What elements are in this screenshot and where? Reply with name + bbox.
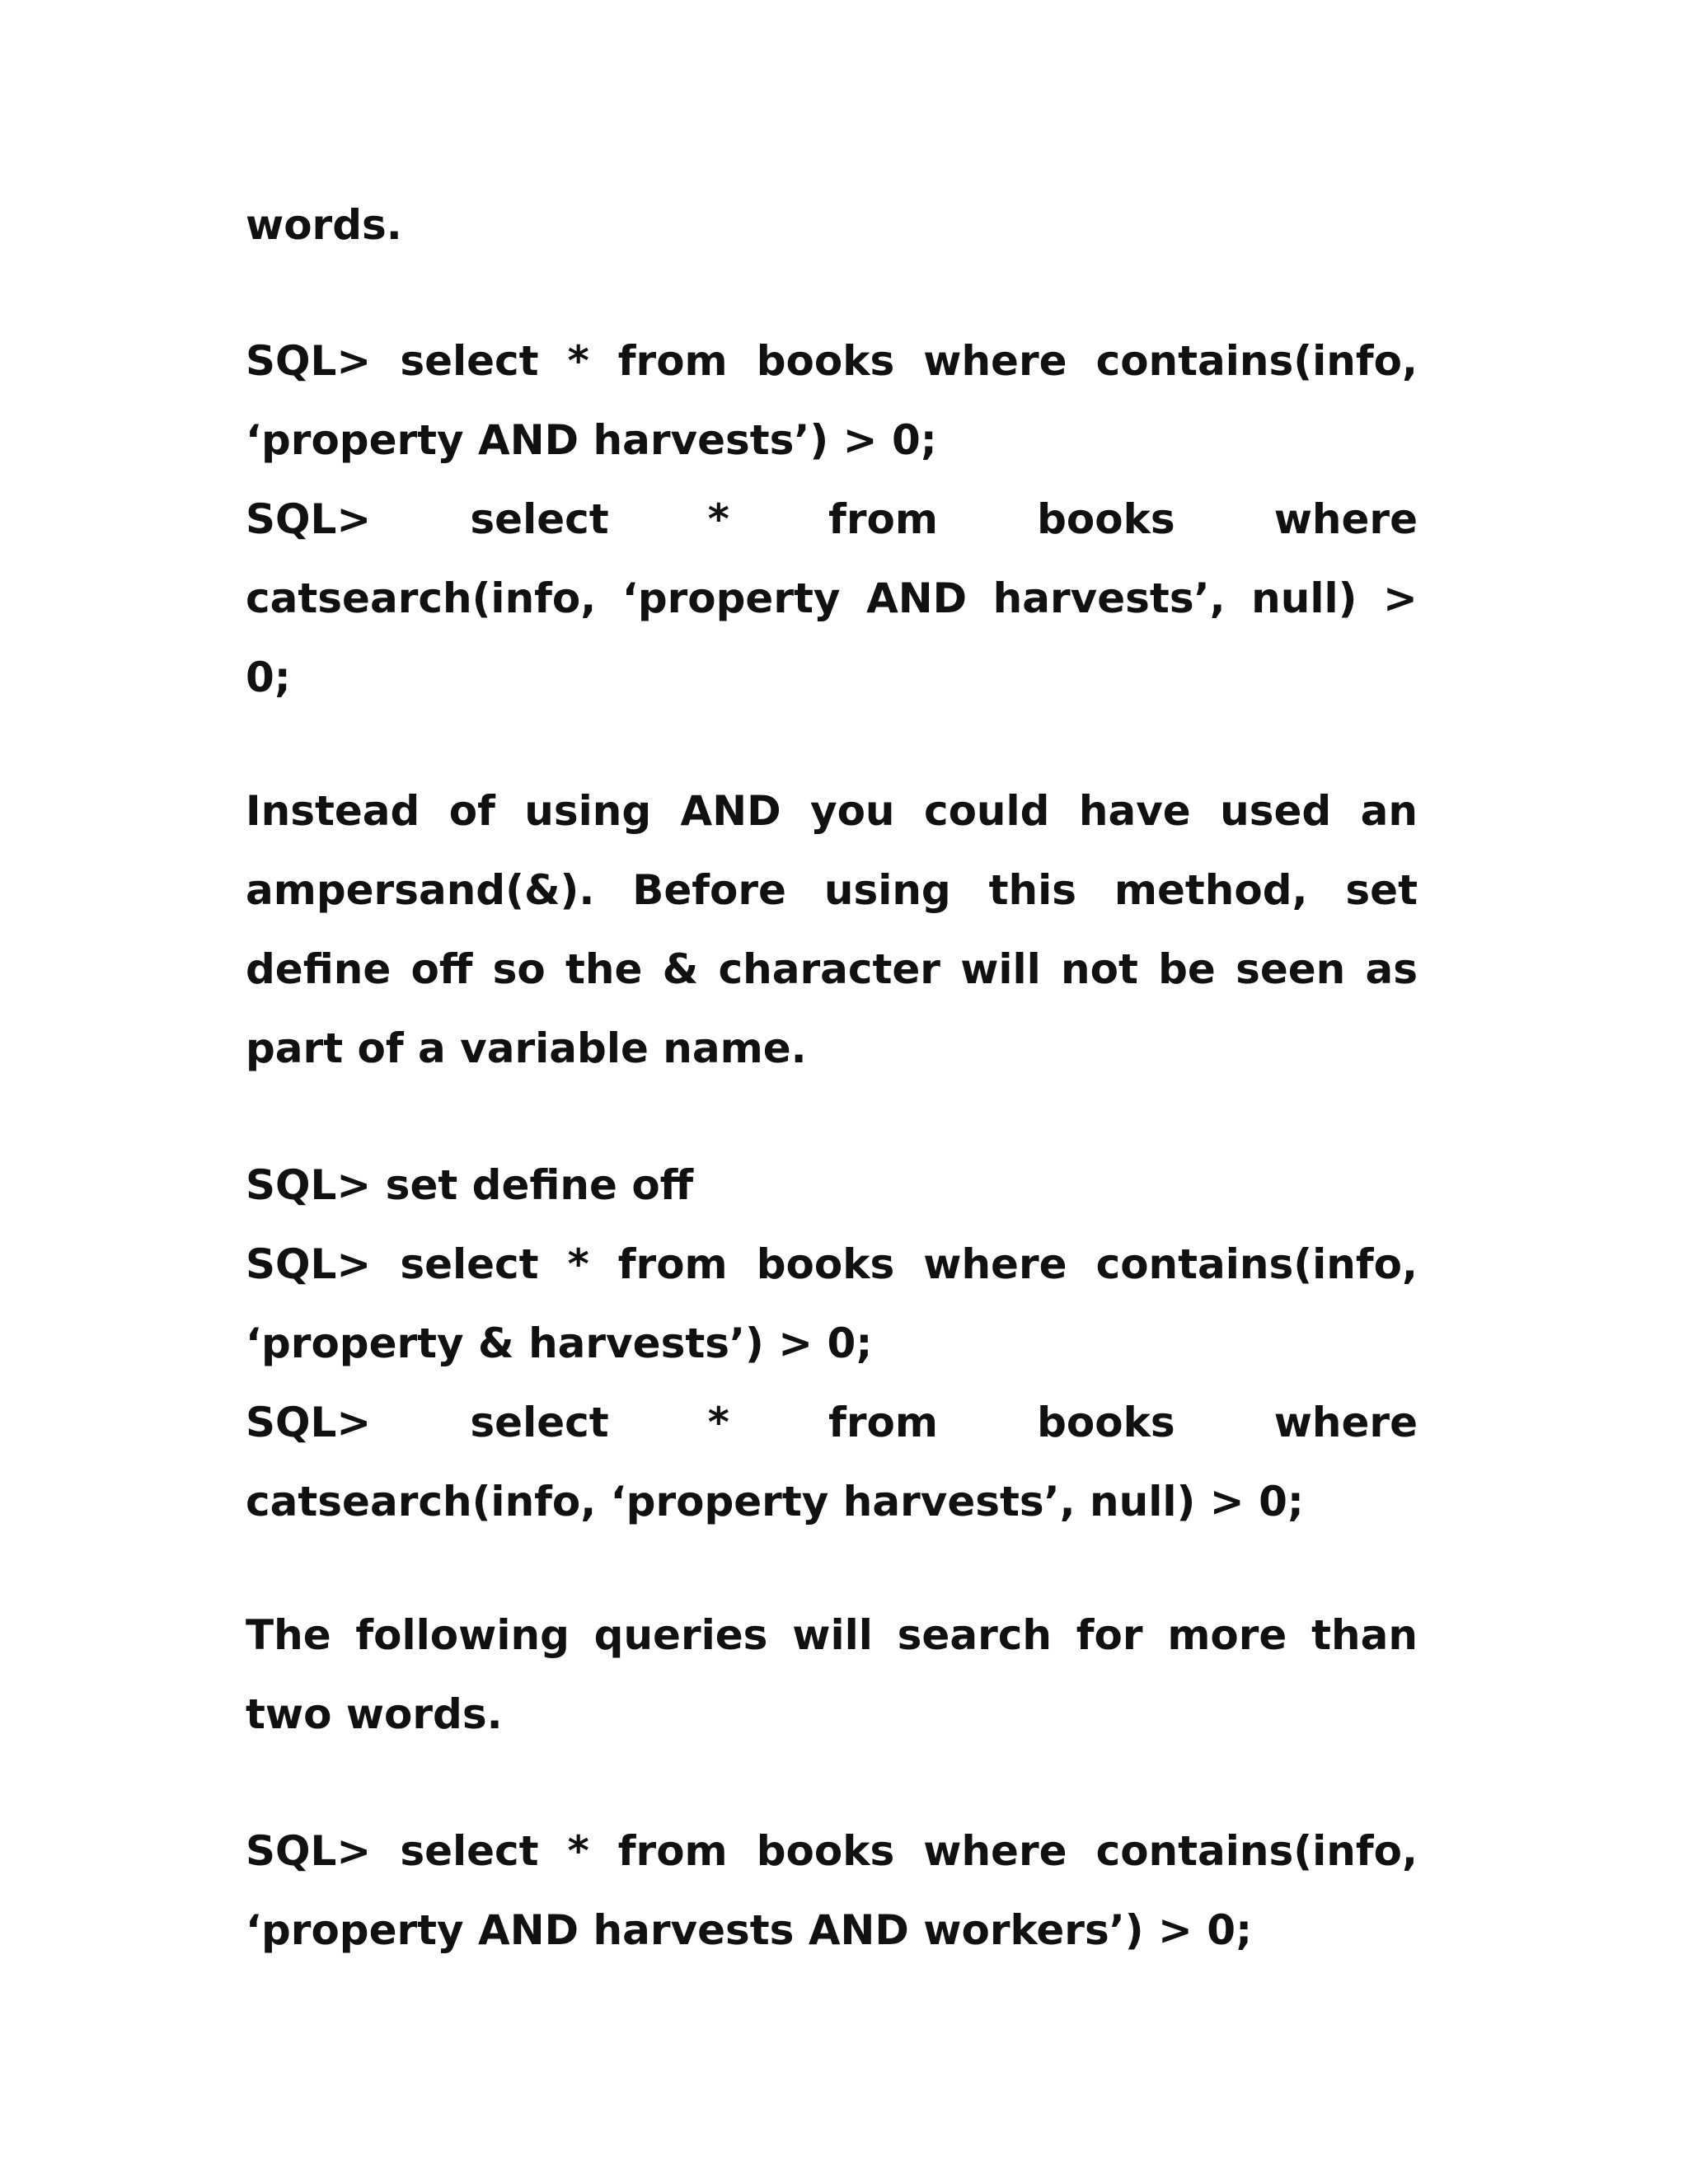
sql-statement-line: ‘property AND harvests AND workers’) > 0;: [246, 1906, 1253, 1954]
sql-statement-line: SQL> select * from books where contains(info,: [246, 1827, 1418, 1875]
paragraph-line: The following queries will search for more than: [246, 1611, 1418, 1659]
paragraph-line: define off so the & character will not be seen as: [246, 945, 1418, 993]
paragraph-line: part of a variable name.: [246, 1024, 807, 1072]
sql-statement-line: SQL> set define off: [246, 1161, 694, 1209]
sql-statement-line: SQL> select * from books where: [246, 1399, 1418, 1446]
sql-statement-line: ‘property & harvests’) > 0;: [246, 1319, 873, 1367]
sql-statement-line: ‘property AND harvests’) > 0;: [246, 416, 937, 464]
sql-statement-line: 0;: [246, 654, 291, 701]
paragraph-line: ampersand(&). Before using this method, set: [246, 866, 1418, 914]
paragraph-line: two words.: [246, 1690, 503, 1738]
text-line: words.: [246, 201, 402, 249]
sql-statement-line: catsearch(info, ‘property AND harvests’, null) >: [246, 574, 1418, 622]
paragraph-line: Instead of using AND you could have used an: [246, 787, 1418, 835]
sql-statement-line: SQL> select * from books where: [246, 495, 1418, 543]
sql-statement-line: SQL> select * from books where contains(info,: [246, 1240, 1418, 1288]
sql-statement-line: SQL> select * from books where contains(info,: [246, 337, 1418, 385]
sql-statement-line: catsearch(info, ‘property harvests’, null) > 0;: [246, 1478, 1304, 1526]
